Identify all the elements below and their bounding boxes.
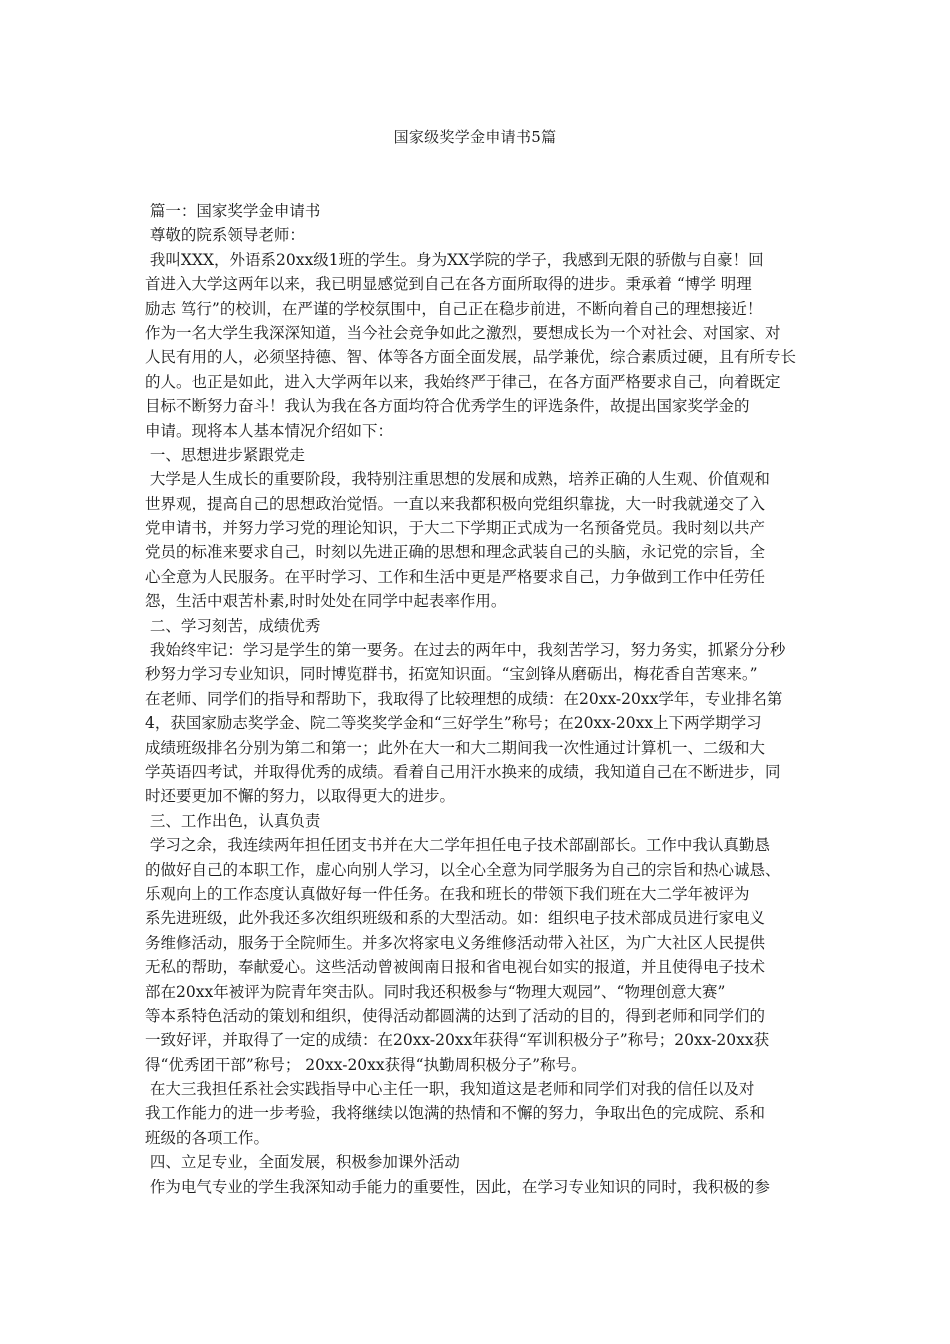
text-line: 篇一：国家奖学金申请书 — [145, 202, 321, 220]
text-line: 作为一名大学生我深深知道，当今社会竞争如此之激烈，要想成长为一个对社会、对国家、对 — [145, 323, 781, 342]
text-line: 一、思想进步紧跟党走 — [145, 445, 305, 464]
text-line: 我始终牢记：学习是学生的第一要务。在过去的两年中，我刻苦学习，努力务实，抓紧分分秒 — [145, 641, 786, 660]
text-line: 的做好自己的本职工作，虚心向别人学习，以全心全意为同学服务为自己的宗旨和热心诚恳、 — [145, 860, 781, 879]
text-line: 申请。现将本人基本情况介绍如下： — [145, 421, 394, 440]
text-line: 成绩班级排名分别为第二和第一；此外在大一和大二期间我一次性通过计算机一、二级和大 — [145, 738, 766, 757]
text-line: 在大三我担任系社会实践指导中心主任一职，我知道这是老师和同学们对我的信任以及对 — [145, 1080, 755, 1099]
text-line: 在老师、同学们的指导和帮助下，我取得了比较理想的成绩：在20xx-20xx学年，专业排名第 — [145, 689, 783, 708]
text-line: 时还要更加不懈的努力，以取得更大的进步。 — [145, 787, 456, 806]
text-line: 4，获国家励志奖学金、院二等奖奖学金和“三好学生”称号；在20xx-20xx上下两学期学习 — [145, 714, 762, 733]
document-title: 国家级奖学金申请书5篇 — [393, 128, 557, 146]
text-line: 作为电气专业的学生我深知动手能力的重要性，因此，在学习专业知识的同时，我积极的参 — [145, 1177, 770, 1196]
text-line: 党申请书，并努力学习党的理论知识，于大二下学期正式成为一名预备党员。我时刻以共产 — [145, 519, 766, 538]
text-line: 乐观向上的工作态度认真做好每一件任务。在我和班长的带领下我们班在大二学年被评为 — [145, 884, 750, 903]
text-line: 无私的帮助，奉献爱心。这些活动曾被闽南日报和省电视台如实的报道，并且使得电子技术 — [145, 958, 766, 977]
text-line: 我叫XXX，外语系20xx级1班的学生。身为XX学院的学子，我感到无限的骄傲与自豪！回 — [145, 250, 764, 269]
text-line: 目标不断努力奋斗！我认为我在各方面均符合优秀学生的评选条件，故提出国家奖学金的 — [145, 397, 750, 416]
text-line: 尊敬的院系领导老师： — [145, 226, 305, 245]
text-line: 等本系特色活动的策划和组织，使得活动都圆满的达到了活动的目的，得到老师和同学们的 — [145, 1006, 766, 1025]
text-line: 三、工作出色，认真负责 — [145, 811, 321, 830]
text-line: 秒努力学习专业知识，同时博览群书，拓宽知识面。“宝剑锋从磨砺出，梅花香自苦寒来。” — [145, 665, 758, 684]
text-line: 一致好评，并取得了一定的成绩：在20xx-20xx年获得“军训积极分子”称号；20xx-20xx获 — [145, 1031, 770, 1050]
text-line: 二、学习刻苦，成绩优秀 — [145, 616, 321, 635]
text-line: 人民有用的人，必须坚持德、智、体等各方面全面发展，品学兼优，综合素质过硬，且有所专长 — [145, 348, 797, 367]
text-line: 学习之余，我连续两年担任团支书并在大二学年担任电子技术部副部长。工作中我认真勤恳 — [145, 836, 770, 855]
text-line: 怨，生活中艰苦朴素,时时处处在同学中起表率作用。 — [145, 592, 507, 611]
text-line: 励志 笃行”的校训，在严谨的学校氛围中，自己正在稳步前进，不断向着自己的理想接近！ — [145, 299, 763, 318]
text-line: 班级的各项工作。 — [145, 1128, 270, 1147]
text-line: 大学是人生成长的重要阶段，我特别注重思想的发展和成熟，培养正确的人生观、价值观和 — [145, 470, 770, 489]
text-line: 我工作能力的进一步考验，我将继续以饱满的热情和不懈的努力，争取出色的完成院、系和 — [145, 1104, 766, 1123]
text-line: 四、立足专业，全面发展，积极参加课外活动 — [145, 1153, 460, 1172]
document-body — [145, 199, 827, 1199]
text-line: 部在20xx年被评为院青年突击队。同时我还积极参与“物理大观园”、“物理创意大赛” — [145, 982, 726, 1001]
text-line: 的人。也正是如此，进入大学两年以来，我始终严于律己，在各方面严格要求自己，向着既定 — [145, 372, 781, 391]
text-line: 务维修活动，服务于全院师生。并多次将家电义务维修活动带入社区，为广大社区人民提供 — [145, 933, 766, 952]
text-line: 系先进班级，此外我还多次组织班级和系的大型活动。如：组织电子技术部成员进行家电义 — [145, 909, 766, 928]
text-line: 党员的标准来要求自己，时刻以先进正确的思想和理念武装自己的头脑，永记党的宗旨，全 — [145, 543, 766, 562]
text-line: 世界观，提高自己的思想政治觉悟。一直以来我都积极向党组织靠拢，大一时我就递交了入 — [145, 494, 766, 513]
text-line: 学英语四考试，并取得优秀的成绩。看着自己用汗水换来的成绩，我知道自己在不断进步，同 — [145, 762, 781, 781]
text-line: 得“优秀团干部”称号； 20xx-20xx获得“执勤周积极分子”称号。 — [145, 1055, 587, 1074]
text-line: 首进入大学这两年以来，我已明显感觉到自己在各方面所取得的进步。秉承着 “博学 明理 — [145, 275, 752, 294]
text-line: 心全意为人民服务。在平时学习、工作和生活中更是严格要求自己，力争做到工作中任劳任 — [145, 567, 766, 586]
